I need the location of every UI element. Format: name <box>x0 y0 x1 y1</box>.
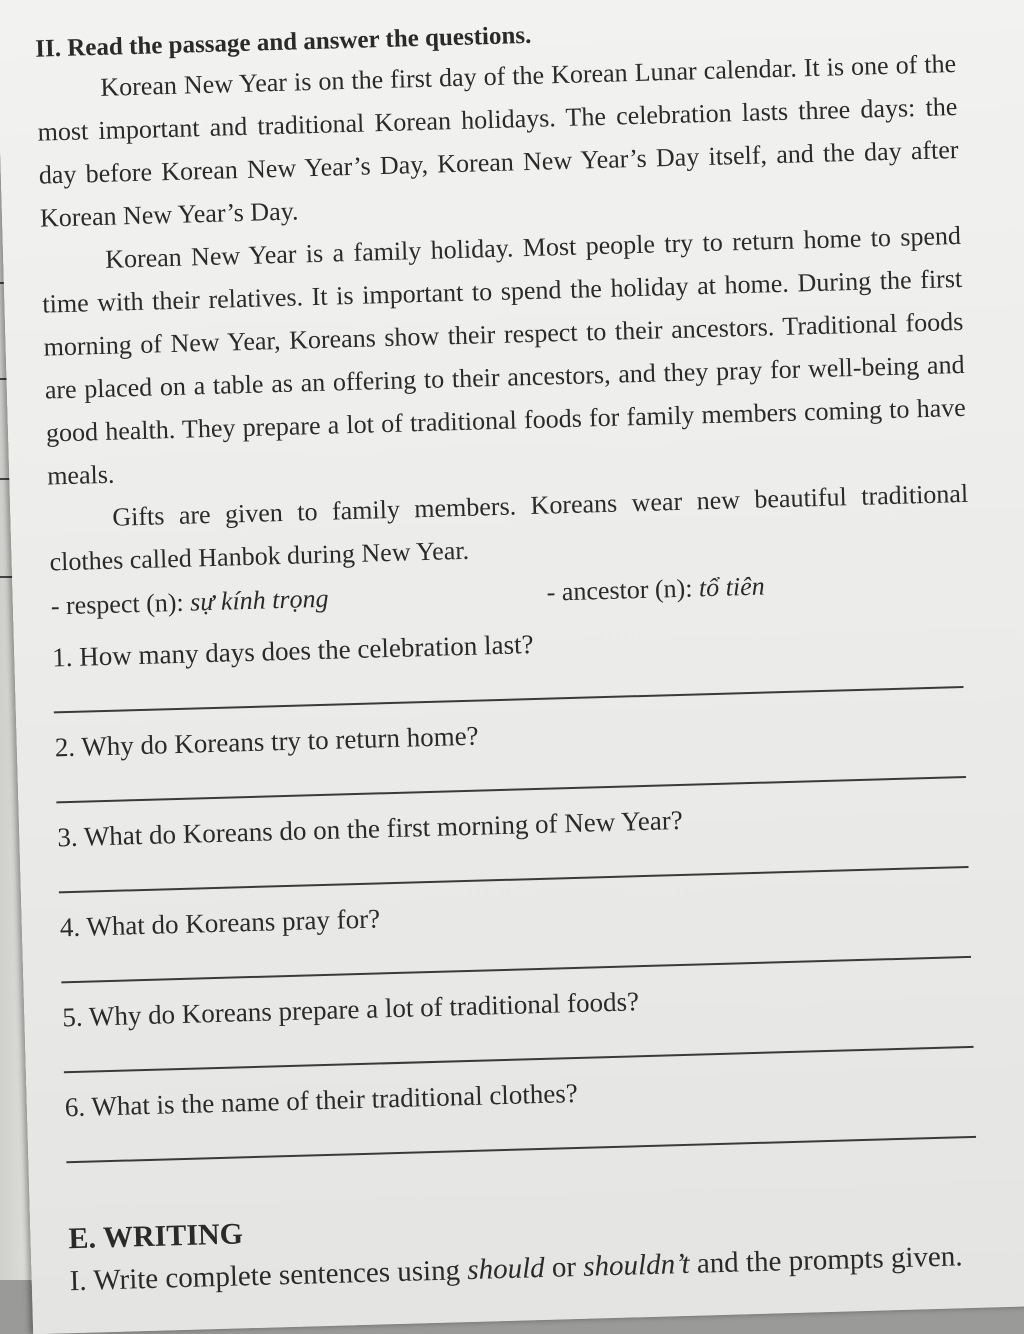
question-1: 1. How many days does the celebration last? <box>51 629 534 673</box>
question-3: 3. What do Koreans do on the first morning of New Year? <box>56 804 684 853</box>
question-5: 5. Why do Koreans prepare a lot of traditional foods? <box>61 986 640 1033</box>
keyword-shouldnt: shouldn’t <box>582 1247 691 1283</box>
passage-paragraph-2: Korean New Year is a family holiday. Most people try to return home to spend time with their relatives. It is important to spend the holiday at home. During the first morning of New Year, Koreans show their respect to their ancestors. Traditional foods are placed on a table as an offering to their ancestors, and they pray for well-being and good health. They prepare a lot of traditional foods for family members coming to have meals. <box>42 220 967 491</box>
passage-paragraph-3: Gifts are given to family members. Koreans wear new beautiful traditional clothes called Hanbok during New Year. <box>49 478 969 577</box>
passage-paragraph-1: Korean New Year is on the first day of the Korean Lunar calendar. It is one of the most important and traditional Korean holidays. The celebration lasts three days: the day before Korean New Year’s Day, Korean New Year’s Day itself, and the day after Korean New Year’s Day. <box>37 48 959 233</box>
section-ii <box>35 6 990 1301</box>
question-6: 6. What is the name of their traditional clothes? <box>64 1077 579 1123</box>
answer-line-6[interactable] <box>66 1136 976 1163</box>
question-2: 2. Why do Koreans try to return home? <box>54 720 479 763</box>
question-4: 4. What do Koreans pray for? <box>59 903 381 943</box>
instruction-start: I. Write complete sentences using <box>69 1254 468 1298</box>
instruction-or: or <box>544 1250 584 1284</box>
vocab-term: - respect (n): <box>50 587 191 621</box>
vocab-term: - ancestor (n): <box>546 573 700 607</box>
vocab-meaning: tổ tiên <box>698 571 766 603</box>
instruction-end: and the prompts given. <box>689 1240 963 1280</box>
section-heading: II. Read the passage and answer the questions. <box>34 21 532 63</box>
writing-section-heading: E. WRITING <box>68 1217 244 1256</box>
keyword-should: should <box>466 1251 546 1287</box>
vocab-meaning: sự kính trọng <box>189 583 329 617</box>
